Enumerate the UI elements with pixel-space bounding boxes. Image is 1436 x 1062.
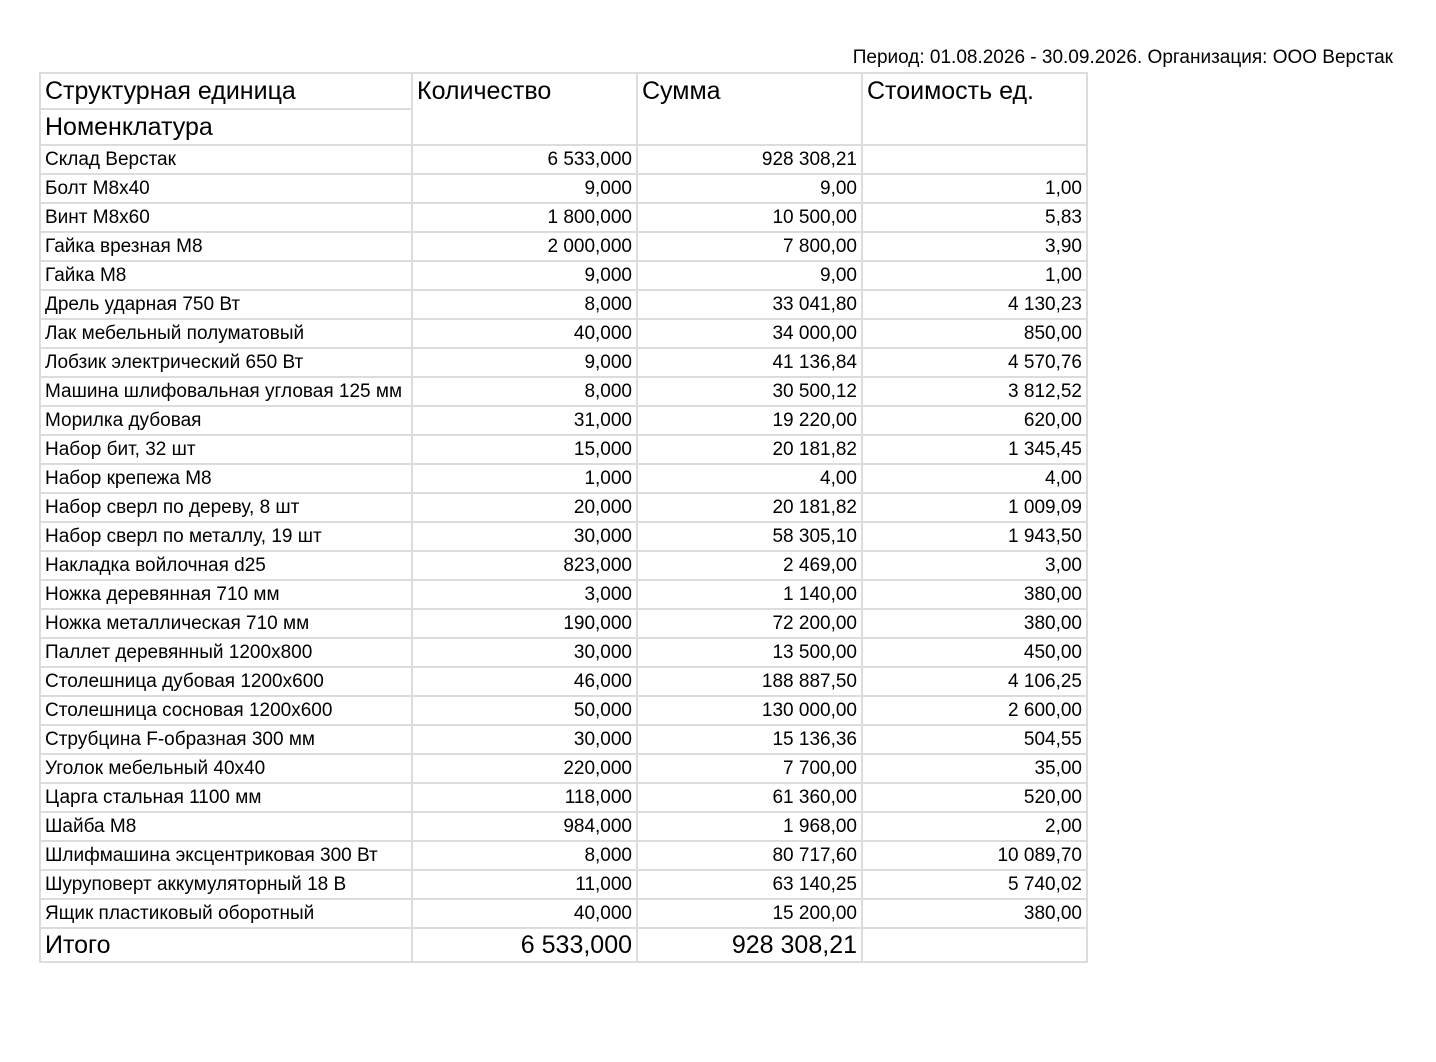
total-label: Итого xyxy=(40,928,412,962)
group-row xyxy=(40,145,1087,174)
item-quantity: 1 800,000 xyxy=(412,203,637,232)
item-unit-cost: 1,00 xyxy=(862,261,1087,290)
item-quantity: 30,000 xyxy=(412,522,637,551)
group-unit-cost xyxy=(862,145,1087,174)
table-row xyxy=(40,899,1087,928)
table-row xyxy=(40,406,1087,435)
item-amount: 20 181,82 xyxy=(637,493,862,522)
item-amount: 61 360,00 xyxy=(637,783,862,812)
item-name: Ящик пластиковый оборотный xyxy=(40,899,412,928)
table-row xyxy=(40,638,1087,667)
item-name: Уголок мебельный 40х40 xyxy=(40,754,412,783)
item-quantity: 11,000 xyxy=(412,870,637,899)
item-quantity: 9,000 xyxy=(412,174,637,203)
item-amount: 10 500,00 xyxy=(637,203,862,232)
item-quantity: 9,000 xyxy=(412,261,637,290)
header-nomenclature: Номенклатура xyxy=(40,109,412,145)
item-unit-cost: 3,00 xyxy=(862,551,1087,580)
item-name: Столешница сосновая 1200х600 xyxy=(40,696,412,725)
item-amount: 9,00 xyxy=(637,174,862,203)
item-name: Столешница дубовая 1200х600 xyxy=(40,667,412,696)
item-amount: 19 220,00 xyxy=(637,406,862,435)
table-row xyxy=(40,870,1087,899)
table-row xyxy=(40,754,1087,783)
item-quantity: 190,000 xyxy=(412,609,637,638)
item-quantity: 8,000 xyxy=(412,841,637,870)
header-quantity: Количество xyxy=(412,73,637,145)
item-quantity: 20,000 xyxy=(412,493,637,522)
item-name: Гайка М8 xyxy=(40,261,412,290)
item-quantity: 220,000 xyxy=(412,754,637,783)
item-amount: 30 500,12 xyxy=(637,377,862,406)
item-unit-cost: 3,90 xyxy=(862,232,1087,261)
item-unit-cost: 4,00 xyxy=(862,464,1087,493)
item-name: Набор сверл по металлу, 19 шт xyxy=(40,522,412,551)
table-row xyxy=(40,522,1087,551)
header-row xyxy=(40,73,1087,109)
total-amount: 928 308,21 xyxy=(637,928,862,962)
item-unit-cost: 1 009,09 xyxy=(862,493,1087,522)
item-quantity: 823,000 xyxy=(412,551,637,580)
item-amount: 7 700,00 xyxy=(637,754,862,783)
item-quantity: 9,000 xyxy=(412,348,637,377)
item-amount: 41 136,84 xyxy=(637,348,862,377)
item-name: Ножка металлическая 710 мм xyxy=(40,609,412,638)
table-row xyxy=(40,551,1087,580)
item-unit-cost: 380,00 xyxy=(862,580,1087,609)
item-unit-cost: 2 600,00 xyxy=(862,696,1087,725)
item-unit-cost: 2,00 xyxy=(862,812,1087,841)
item-unit-cost: 520,00 xyxy=(862,783,1087,812)
item-quantity: 30,000 xyxy=(412,638,637,667)
item-amount: 7 800,00 xyxy=(637,232,862,261)
item-amount: 20 181,82 xyxy=(637,435,862,464)
item-unit-cost: 504,55 xyxy=(862,725,1087,754)
total-quantity: 6 533,000 xyxy=(412,928,637,962)
item-quantity: 40,000 xyxy=(412,899,637,928)
table-row xyxy=(40,667,1087,696)
item-unit-cost: 1 345,45 xyxy=(862,435,1087,464)
item-amount: 34 000,00 xyxy=(637,319,862,348)
item-amount: 2 469,00 xyxy=(637,551,862,580)
item-unit-cost: 450,00 xyxy=(862,638,1087,667)
item-name: Шуруповерт аккумуляторный 18 В xyxy=(40,870,412,899)
item-quantity: 2 000,000 xyxy=(412,232,637,261)
item-name: Винт М8х60 xyxy=(40,203,412,232)
item-name: Лобзик электрический 650 Вт xyxy=(40,348,412,377)
item-quantity: 40,000 xyxy=(412,319,637,348)
item-unit-cost: 620,00 xyxy=(862,406,1087,435)
item-amount: 1 968,00 xyxy=(637,812,862,841)
item-quantity: 8,000 xyxy=(412,377,637,406)
item-unit-cost: 3 812,52 xyxy=(862,377,1087,406)
item-amount: 9,00 xyxy=(637,261,862,290)
table-row xyxy=(40,783,1087,812)
item-amount: 15 200,00 xyxy=(637,899,862,928)
table-row xyxy=(40,348,1087,377)
item-name: Царга стальная 1100 мм xyxy=(40,783,412,812)
table-row xyxy=(40,609,1087,638)
item-unit-cost: 5 740,02 xyxy=(862,870,1087,899)
item-quantity: 984,000 xyxy=(412,812,637,841)
item-amount: 13 500,00 xyxy=(637,638,862,667)
item-quantity: 30,000 xyxy=(412,725,637,754)
item-unit-cost: 35,00 xyxy=(862,754,1087,783)
table-row xyxy=(40,232,1087,261)
table-row xyxy=(40,464,1087,493)
item-quantity: 8,000 xyxy=(412,290,637,319)
item-name: Накладка войлочная d25 xyxy=(40,551,412,580)
table-row xyxy=(40,812,1087,841)
table-row xyxy=(40,290,1087,319)
group-quantity: 6 533,000 xyxy=(412,145,637,174)
item-name: Морилка дубовая xyxy=(40,406,412,435)
item-unit-cost: 5,83 xyxy=(862,203,1087,232)
table-row xyxy=(40,841,1087,870)
total-row xyxy=(40,928,1087,962)
item-name: Ножка деревянная 710 мм xyxy=(40,580,412,609)
table-row xyxy=(40,319,1087,348)
item-unit-cost: 4 570,76 xyxy=(862,348,1087,377)
table-row xyxy=(40,580,1087,609)
table-row xyxy=(40,435,1087,464)
item-quantity: 3,000 xyxy=(412,580,637,609)
item-unit-cost: 380,00 xyxy=(862,899,1087,928)
item-quantity: 118,000 xyxy=(412,783,637,812)
item-amount: 58 305,10 xyxy=(637,522,862,551)
item-unit-cost: 1,00 xyxy=(862,174,1087,203)
table-row xyxy=(40,377,1087,406)
header-amount: Сумма xyxy=(637,73,862,145)
item-amount: 130 000,00 xyxy=(637,696,862,725)
group-amount: 928 308,21 xyxy=(637,145,862,174)
item-amount: 188 887,50 xyxy=(637,667,862,696)
total-unit-cost xyxy=(862,928,1087,962)
item-amount: 63 140,25 xyxy=(637,870,862,899)
item-name: Паллет деревянный 1200х800 xyxy=(40,638,412,667)
item-name: Шлифмашина эксцентриковая 300 Вт xyxy=(40,841,412,870)
item-name: Набор бит, 32 шт xyxy=(40,435,412,464)
item-name: Набор сверл по дереву, 8 шт xyxy=(40,493,412,522)
table-row xyxy=(40,174,1087,203)
item-quantity: 31,000 xyxy=(412,406,637,435)
item-amount: 33 041,80 xyxy=(637,290,862,319)
item-unit-cost: 380,00 xyxy=(862,609,1087,638)
item-quantity: 1,000 xyxy=(412,464,637,493)
item-amount: 4,00 xyxy=(637,464,862,493)
table-row xyxy=(40,725,1087,754)
item-name: Струбцина F-образная 300 мм xyxy=(40,725,412,754)
item-amount: 72 200,00 xyxy=(637,609,862,638)
header-unit-cost: Стоимость ед. xyxy=(862,73,1087,145)
item-amount: 15 136,36 xyxy=(637,725,862,754)
table-row xyxy=(40,261,1087,290)
header-structural-unit: Структурная единица xyxy=(40,73,412,109)
item-name: Машина шлифовальная угловая 125 мм xyxy=(40,377,412,406)
item-unit-cost: 1 943,50 xyxy=(862,522,1087,551)
item-quantity: 46,000 xyxy=(412,667,637,696)
item-quantity: 50,000 xyxy=(412,696,637,725)
item-amount: 80 717,60 xyxy=(637,841,862,870)
item-unit-cost: 4 130,23 xyxy=(862,290,1087,319)
item-name: Болт М8х40 xyxy=(40,174,412,203)
item-name: Дрель ударная 750 Вт xyxy=(40,290,412,319)
report-period-organization: Период: 01.08.2026 - 30.09.2026. Организация: ООО Верстак xyxy=(852,47,1393,68)
item-unit-cost: 10 089,70 xyxy=(862,841,1087,870)
item-name: Набор крепежа М8 xyxy=(40,464,412,493)
item-name: Лак мебельный полуматовый xyxy=(40,319,412,348)
item-unit-cost: 4 106,25 xyxy=(862,667,1087,696)
item-amount: 1 140,00 xyxy=(637,580,862,609)
item-name: Гайка врезная М8 xyxy=(40,232,412,261)
report-table xyxy=(39,72,1088,963)
item-quantity: 15,000 xyxy=(412,435,637,464)
table-row xyxy=(40,696,1087,725)
group-name: Склад Верстак xyxy=(40,145,412,174)
item-name: Шайба М8 xyxy=(40,812,412,841)
table-row xyxy=(40,493,1087,522)
table-row xyxy=(40,203,1087,232)
item-unit-cost: 850,00 xyxy=(862,319,1087,348)
